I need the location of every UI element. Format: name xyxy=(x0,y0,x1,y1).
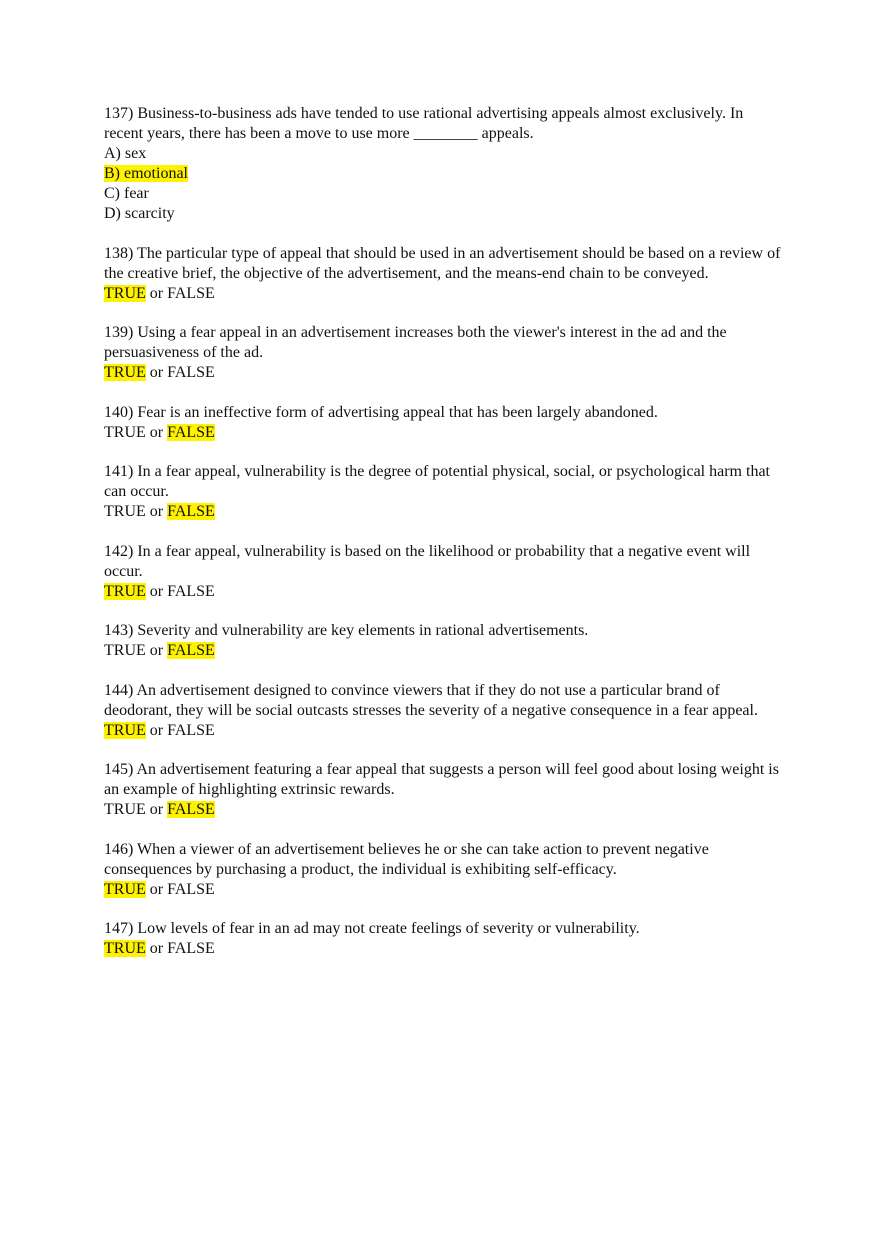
question-body: An advertisement featuring a fear appeal that suggests a person will feel good about losing weight is an example of highlighting extrinsic rewards. xyxy=(104,761,783,798)
question-body: The particular type of appeal that should be used in an advertisement should be based on a review of the creative brief, the objective of the advertisement, and the means-end chain to be conveyed. xyxy=(104,244,785,282)
true-label: TRUE xyxy=(104,503,146,520)
or-label: or xyxy=(145,582,168,600)
question-text xyxy=(104,840,784,880)
question-number: 142) xyxy=(104,542,134,560)
question-number: 140) xyxy=(104,403,134,421)
false-label: FALSE xyxy=(167,364,215,381)
false-label: FALSE xyxy=(167,801,215,818)
false-label: FALSE xyxy=(167,284,215,302)
or-label: or xyxy=(145,801,168,818)
or-label: or xyxy=(145,423,168,441)
question-body: Low levels of fear in an ad may not create feelings of severity or vulnerability. xyxy=(137,920,640,937)
option-b-highlighted: B) emotional xyxy=(104,165,188,182)
question-number: 139) xyxy=(104,324,134,341)
true-label: TRUE xyxy=(104,423,146,441)
question-text xyxy=(104,919,784,939)
true-false-answer xyxy=(104,502,784,522)
or-label: or xyxy=(145,364,168,381)
question-number: 138) xyxy=(104,244,134,262)
true-label: TRUE xyxy=(104,284,146,302)
false-label: FALSE xyxy=(167,642,215,659)
option-a: A) sex xyxy=(104,145,147,162)
question-140 xyxy=(104,403,784,443)
or-label: or xyxy=(145,721,168,739)
false-label: FALSE xyxy=(167,880,215,898)
true-false-answer xyxy=(104,423,784,443)
question-145 xyxy=(104,760,784,820)
question-body: An advertisement designed to convince viewers that if they do not use a particular brand of deodorant, they will be social outcasts stresses the severity of a negative consequence in a fear appeal. xyxy=(104,681,758,719)
question-141 xyxy=(104,462,784,522)
false-label: FALSE xyxy=(167,582,215,600)
question-number: 145) xyxy=(104,761,134,778)
question-text xyxy=(104,323,784,363)
true-label: TRUE xyxy=(104,721,146,739)
false-label: FALSE xyxy=(167,721,215,739)
question-137 xyxy=(104,104,784,224)
question-number: 144) xyxy=(104,681,134,699)
question-text xyxy=(104,621,784,641)
question-number: 137) xyxy=(104,105,134,122)
true-false-answer xyxy=(104,641,784,661)
false-label: FALSE xyxy=(167,503,215,520)
question-146 xyxy=(104,840,784,900)
or-label: or xyxy=(145,940,168,957)
true-label: TRUE xyxy=(104,364,146,381)
or-label: or xyxy=(145,284,168,302)
question-text xyxy=(104,462,784,502)
true-false-answer xyxy=(104,363,784,383)
question-number: 146) xyxy=(104,840,134,858)
question-body: In a fear appeal, vulnerability is based on the likelihood or probability that a negative event will occur. xyxy=(104,542,755,580)
question-text xyxy=(104,542,784,582)
question-139 xyxy=(104,323,784,383)
question-list xyxy=(104,104,784,979)
true-false-answer xyxy=(104,939,784,959)
true-false-answer xyxy=(104,880,784,900)
question-text xyxy=(104,104,784,144)
true-label: TRUE xyxy=(104,940,146,957)
true-label: TRUE xyxy=(104,801,146,818)
or-label: or xyxy=(145,880,168,898)
true-false-answer xyxy=(104,284,784,304)
question-147 xyxy=(104,919,784,959)
question-text xyxy=(104,760,784,800)
or-label: or xyxy=(145,503,168,520)
question-text xyxy=(104,403,784,423)
true-false-answer xyxy=(104,582,784,602)
true-label: TRUE xyxy=(104,880,146,898)
question-138 xyxy=(104,244,784,304)
question-body: In a fear appeal, vulnerability is the degree of potential physical, social, or psychological harm that can occur. xyxy=(104,463,774,500)
true-false-answer xyxy=(104,721,784,741)
true-false-answer xyxy=(104,800,784,820)
question-body: Using a fear appeal in an advertisement increases both the viewer's interest in the ad and the persuasiveness of the ad. xyxy=(104,324,731,361)
false-label: FALSE xyxy=(167,423,215,441)
false-label: FALSE xyxy=(167,940,215,957)
question-text xyxy=(104,244,784,284)
option-c: C) fear xyxy=(104,185,149,202)
question-number: 143) xyxy=(104,622,134,639)
question-text xyxy=(104,681,784,721)
question-142 xyxy=(104,542,784,602)
question-144 xyxy=(104,681,784,741)
question-number: 141) xyxy=(104,463,134,480)
question-143 xyxy=(104,621,784,661)
question-body: When a viewer of an advertisement believes he or she can take action to prevent negative consequences by purchasing a product, the individual is exhibiting self-efficacy. xyxy=(104,840,713,878)
question-body: Severity and vulnerability are key elements in rational advertisements. xyxy=(137,622,589,639)
question-body: Fear is an ineffective form of advertising appeal that has been largely abandoned. xyxy=(137,403,658,421)
true-label: TRUE xyxy=(104,582,146,600)
true-label: TRUE xyxy=(104,642,146,659)
or-label: or xyxy=(145,642,168,659)
question-body: Business-to-business ads have tended to use rational advertising appeals almost exclusively. In recent years, there has been a move to use more ________ appeals. xyxy=(104,105,748,142)
option-d: D) scarcity xyxy=(104,205,175,222)
question-number: 147) xyxy=(104,920,134,937)
